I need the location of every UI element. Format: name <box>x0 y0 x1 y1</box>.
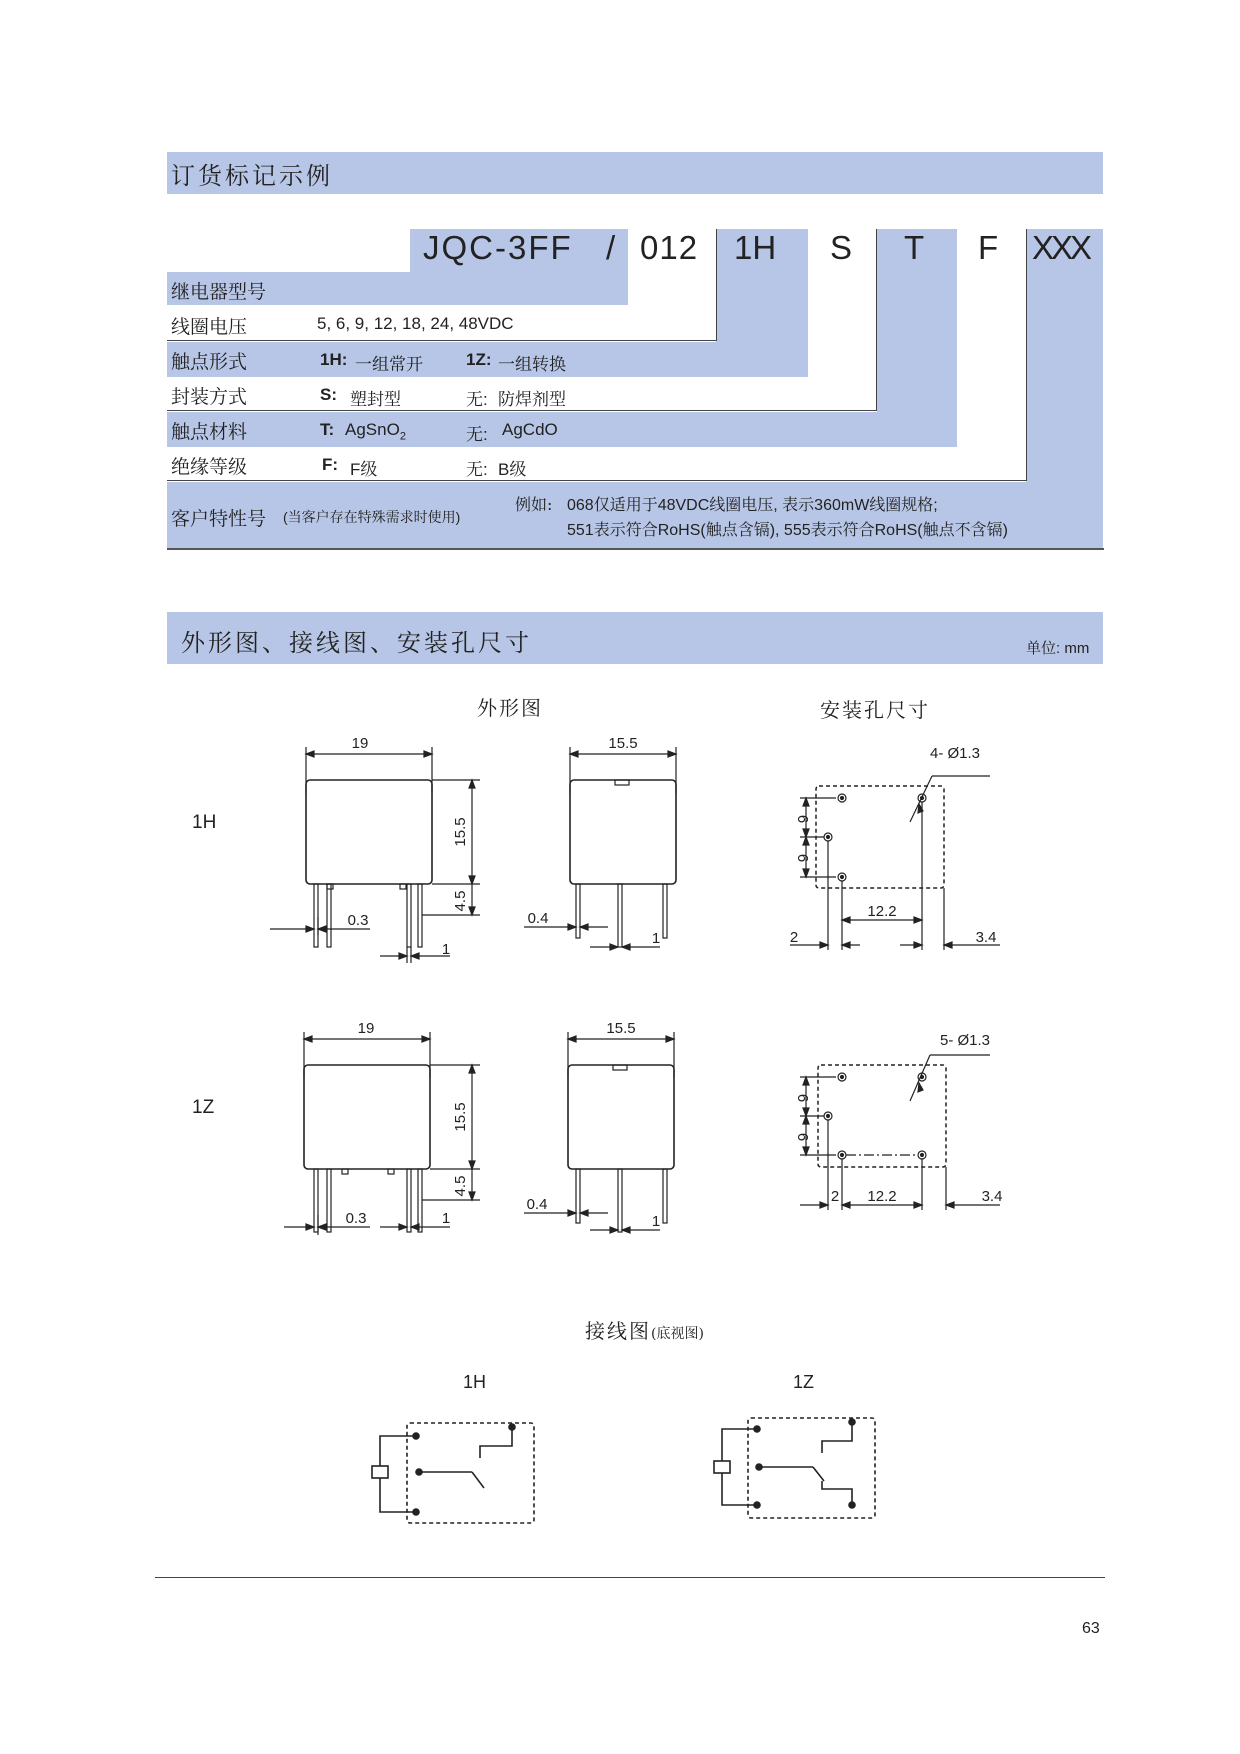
dim-1z-pitch-b: 6 <box>794 1132 811 1142</box>
insulation-opt2-key: 无: <box>466 460 488 479</box>
code-slash: / <box>606 229 616 266</box>
wiring-1h-label: 1H <box>463 1372 487 1392</box>
dim-1h-thick: 0.3 <box>347 912 369 929</box>
contact-opt1-text: 一组常开 <box>355 355 423 375</box>
vline-insulation <box>1026 229 1027 481</box>
dim-1h-side-pin: 0.4 <box>527 910 549 927</box>
code-package: S <box>830 229 853 266</box>
dim-1h-holes: 4- Ø1.3 <box>930 745 981 762</box>
holes-1z <box>780 1025 1010 1225</box>
row-line-package <box>167 410 877 411</box>
dims-section-title: 外形图、接线图、安装孔尺寸 <box>181 629 532 657</box>
row-label-material: 触点材料 <box>171 421 248 443</box>
holes-title: 安装孔尺寸 <box>820 698 930 722</box>
contact-opt2-key: 1Z: <box>466 350 492 369</box>
wiring-1z-label: 1Z <box>793 1372 815 1392</box>
coil-voltage-values: 5, 6, 9, 12, 18, 24, 48VDC <box>317 314 514 333</box>
dim-1z-thick: 0.3 <box>345 1210 367 1227</box>
order-section-title: 订货标记示例 <box>171 162 333 190</box>
insulation-opt1-text: F级 <box>350 460 378 479</box>
dim-1h-pitch-b: 6 <box>794 853 811 863</box>
dim-1h-pitch-wide: 12.2 <box>867 903 897 920</box>
outline-title: 外形图 <box>477 696 543 720</box>
contact-opt2-text: 一组转换 <box>498 355 566 375</box>
dim-1z-side-pin: 0.4 <box>526 1196 548 1213</box>
row-label-model: 继电器型号 <box>171 281 267 303</box>
outline-1z-side <box>520 1020 680 1250</box>
variant-1z-label: 1Z <box>192 1097 215 1118</box>
code-insulation: F <box>978 229 999 266</box>
customer-example-line2: 551表示符合RoHS(触点含镉), 555表示符合RoHS(触点不含镉) <box>567 522 1008 539</box>
dim-1h-pinw: 1 <box>441 941 451 958</box>
footer-rule <box>155 1577 1105 1578</box>
contact-opt1-key: 1H: <box>320 350 348 369</box>
order-bottom-line <box>167 548 1104 550</box>
code-contact: 1H <box>734 229 777 266</box>
outline-1h-front <box>270 735 490 965</box>
row-line-coil <box>167 340 717 341</box>
wiring-title: 接线图(底视图) <box>585 1319 704 1343</box>
row-label-package: 封装方式 <box>171 386 248 408</box>
code-material: T <box>904 229 925 266</box>
dim-1h-pinlen: 4.5 <box>452 890 469 912</box>
row-label-customer: 客户特性号 <box>171 508 267 530</box>
customer-example-line1: 068仅适用于48VDC线圈电压, 表示360mW线圈规格; <box>567 497 938 514</box>
code-voltage: 012 <box>640 229 699 266</box>
package-opt1-text: 塑封型 <box>350 390 401 410</box>
row-line-insulation <box>167 480 1027 481</box>
wiring-1z <box>700 1405 880 1525</box>
dim-1z-holes: 5- Ø1.3 <box>940 1032 991 1049</box>
dim-1z-pitch-wide: 12.2 <box>867 1188 897 1205</box>
dim-1h-side-pinw: 1 <box>651 930 661 947</box>
material-opt2-key: 无: <box>466 425 488 444</box>
dim-1z-off34: 3.4 <box>981 1188 1003 1205</box>
dim-1h-width: 19 <box>351 735 369 752</box>
dim-1z-pitch-a: 6 <box>794 1093 811 1103</box>
dim-1h-pitch-a: 6 <box>794 814 811 824</box>
dim-1h-height: 15.5 <box>452 817 469 847</box>
row-bar-material <box>167 412 957 447</box>
code-model: JQC-3FF <box>423 229 573 266</box>
page-number: 63 <box>1082 1620 1100 1637</box>
row-label-coil: 线圈电压 <box>171 316 248 338</box>
variant-1h-label: 1H <box>192 812 217 833</box>
outline-1z-front <box>270 1020 490 1250</box>
outline-1h-side <box>520 735 680 965</box>
material-opt2-text: AgCdO <box>502 420 558 439</box>
dim-1z-side-width: 15.5 <box>606 1020 636 1037</box>
wiring-1h <box>360 1410 540 1530</box>
dim-1z-side-pinw: 1 <box>651 1213 661 1230</box>
vline-coil <box>716 229 717 341</box>
package-opt2-text: 防焊剂型 <box>498 390 566 410</box>
dim-1z-pinw: 1 <box>441 1210 451 1227</box>
package-opt1-key: S: <box>320 385 337 404</box>
package-opt2-key: 无: <box>466 390 488 409</box>
dim-1h-side-width: 15.5 <box>608 735 638 752</box>
row-label-insulation: 绝缘等级 <box>171 456 248 478</box>
dims-unit: 单位: mm <box>1026 640 1090 657</box>
dim-1z-off2: 2 <box>830 1188 840 1205</box>
customer-note: (当客户存在特殊需求时使用) <box>283 509 461 525</box>
vline-package <box>876 229 877 411</box>
holes-1h <box>780 740 1010 955</box>
dim-1z-pinlen: 4.5 <box>452 1175 469 1197</box>
customer-example-key: 例如: <box>515 495 553 514</box>
material-opt1-text: AgSnO$_2$ <box>345 420 406 443</box>
dim-1h-off34: 3.4 <box>975 929 997 946</box>
dim-1z-height: 15.5 <box>452 1102 469 1132</box>
row-label-contact: 触点形式 <box>171 351 248 373</box>
material-opt1-key: T: <box>320 420 335 439</box>
insulation-opt1-key: F: <box>322 455 339 474</box>
dim-1h-off2: 2 <box>789 929 799 946</box>
code-customer: XXX <box>1032 229 1090 266</box>
insulation-opt2-text: B级 <box>498 460 527 479</box>
dim-1z-width: 19 <box>357 1020 375 1037</box>
